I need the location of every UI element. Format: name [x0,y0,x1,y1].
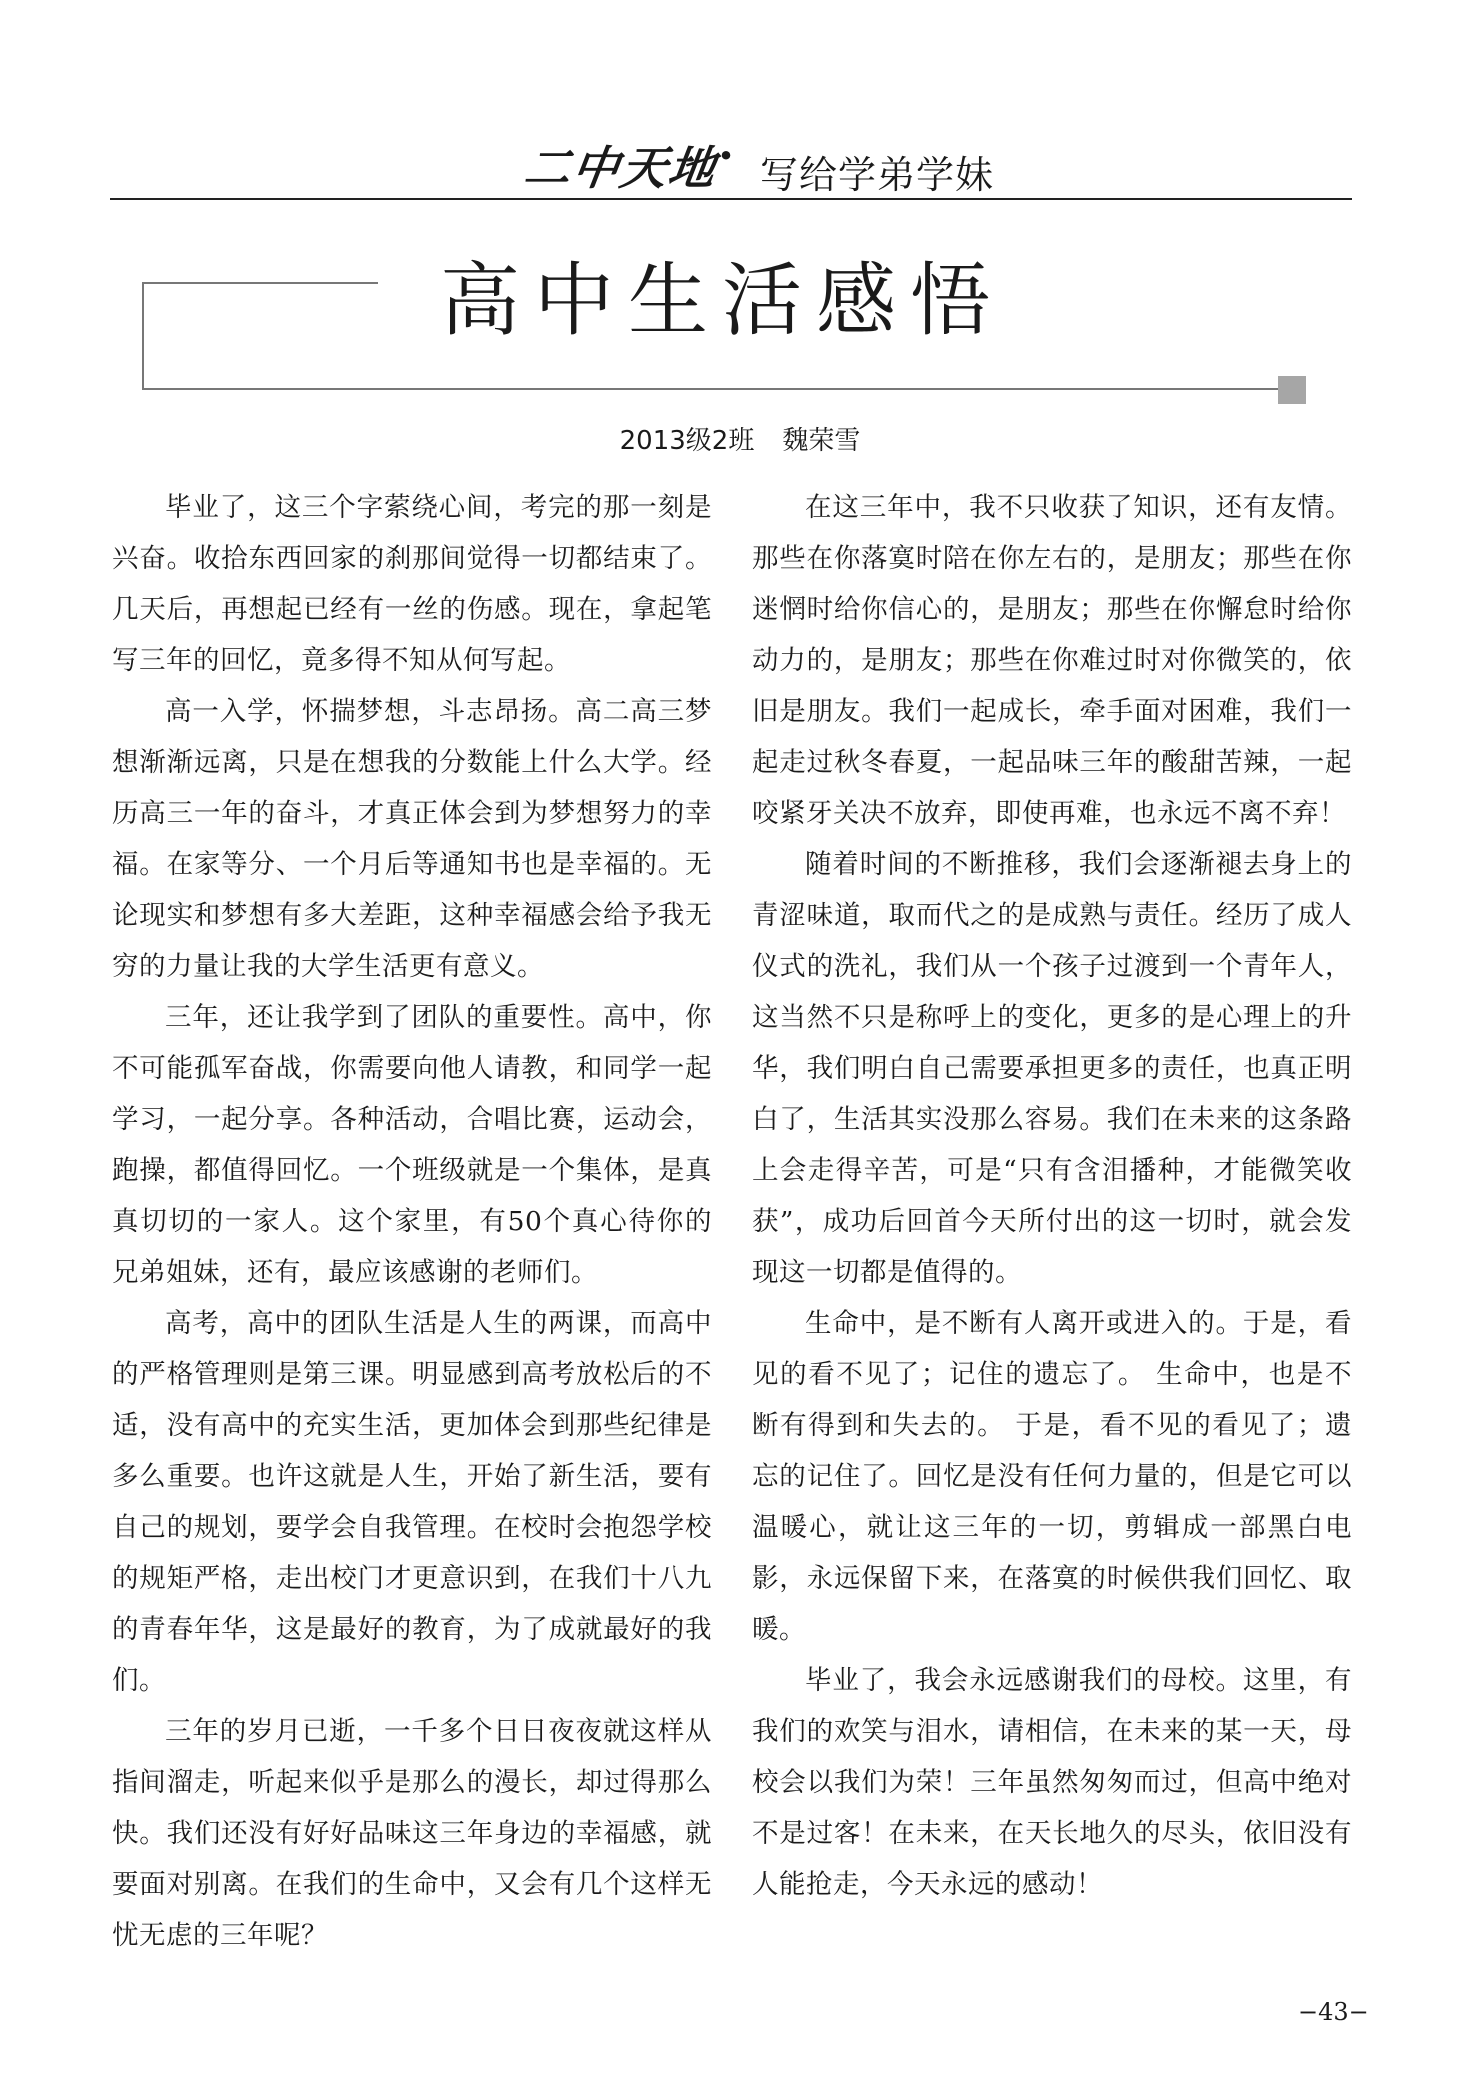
paragraph: 随着时间的不断推移，我们会逐渐褪去身上的青涩味道，取而代之的是成熟与责任。经历了成人仪式的洗礼，我们从一个孩子过渡到一个青年人，这当然不只是称呼上的变化，更多的是心理上的升华，我们明白自己需要承担更多的责任，也真正明白了，生活其实没那么容易。我们在未来的这条路上会走得辛苦，可是“只有含泪播种，才能微笑收获”，成功后回首今天所付出的这一切时，就会发现这一切都是值得的。 [752,849,1352,1288]
title-frame-top-line [142,282,378,284]
paragraph: 高一入学，怀揣梦想，斗志昂扬。高二高三梦想渐渐远离，只是在想我的分数能上什么大学。经历高三一年的奋斗，才真正体会到为梦想努力的幸福。在家等分、一个月后等通知书也是幸福的。无论现实和梦想有多大差距，这种幸福感会给予我无穷的力量让我的大学生活更有意义。 [112,696,712,982]
brand-logo: 二中天地 [520,141,721,195]
paragraph: 高考，高中的团队生活是人生的两课，而高中的严格管理则是第三课。明显感到高考放松后的不适，没有高中的充实生活，更加体会到那些纪律是多么重要。也许这就是人生，开始了新生活，要有自己的规划，要学会自我管理。在校时会抱怨学校的规矩严格，走出校门才更意识到，在我们十八九的青春年华，这是最好的教育，为了成就最好的我们。 [112,1308,712,1696]
paragraph: 毕业了，这三个字萦绕心间，考完的那一刻是兴奋。收拾东西回家的刹那间觉得一切都结束了。几天后，再想起已经有一丝的伤感。现在，拿起笔写三年的回忆，竟多得不知从何写起。 [112,492,712,676]
article-title: 高中生活感悟 [440,254,1004,347]
byline [0,420,1480,457]
author-name: 魏荣雪 [782,426,861,456]
paragraph: 在这三年中，我不只收获了知识，还有友情。那些在你落寞时陪在你左右的，是朋友；那些在你迷惘时给你信心的，是朋友；那些在你懈怠时给你动力的，是朋友；那些在你难过时对你微笑的，依旧是朋友。我们一起成长，牵手面对困难，我们一起走过秋冬春夏，一起品味三年的酸甜苦辣，一起咬紧牙关决不放弃，即使再难，也永远不离不弃！ [752,492,1352,829]
paragraph: 三年，还让我学到了团队的重要性。高中，你不可能孤军奋战，你需要向他人请教，和同学一起学习，一起分享。各种活动，合唱比赛，运动会，跑操，都值得回忆。一个班级就是一个集体，是真真切切的一家人。这个家里，有50个真心待你的兄弟姐妹，还有，最应该感谢的老师们。 [112,1002,712,1288]
author-class: 2013级2班 [619,426,755,456]
header-rule [110,198,1352,200]
left-column [112,482,712,1961]
page-number: −43− [1298,1998,1369,2026]
paragraph: 三年的岁月已逝，一千多个日日夜夜就这样从指间溜走，听起来似乎是那么的漫长，却过得那么快。我们还没有好好品味这三年身边的幸福感，就要面对别离。在我们的生命中，又会有几个这样无忧无虑的三年呢？ [112,1716,712,1951]
page-header [110,128,1352,200]
paragraph: 毕业了，我会永远感谢我们的母校。这里，有我们的欢笑与泪水，请相信，在未来的某一天，母校会以我们为荣！三年虽然匆匆而过，但高中绝对不是过客！在未来，在天长地久的尽头，依旧没有人能抢走，今天永远的感动！ [752,1665,1352,1900]
title-square-decoration [1278,376,1306,404]
header-separator-dot: · [718,128,735,182]
right-column [752,482,1352,1910]
title-frame-bottom-line [142,388,1284,390]
title-frame-left-line [142,282,144,388]
paragraph: 生命中，是不断有人离开或进入的。于是，看见的看不见了；记住的遗忘了。 生命中，也是不断有得到和失去的。 于是，看不见的看见了；遗忘的记住了。回忆是没有任何力量的，但是它可以温暖心，就让这三年的一切，剪辑成一部黑白电影，永远保留下来，在落寞的时候供我们回忆、取暖。 [752,1308,1352,1645]
section-title: 写给学弟学妹 [760,153,995,197]
